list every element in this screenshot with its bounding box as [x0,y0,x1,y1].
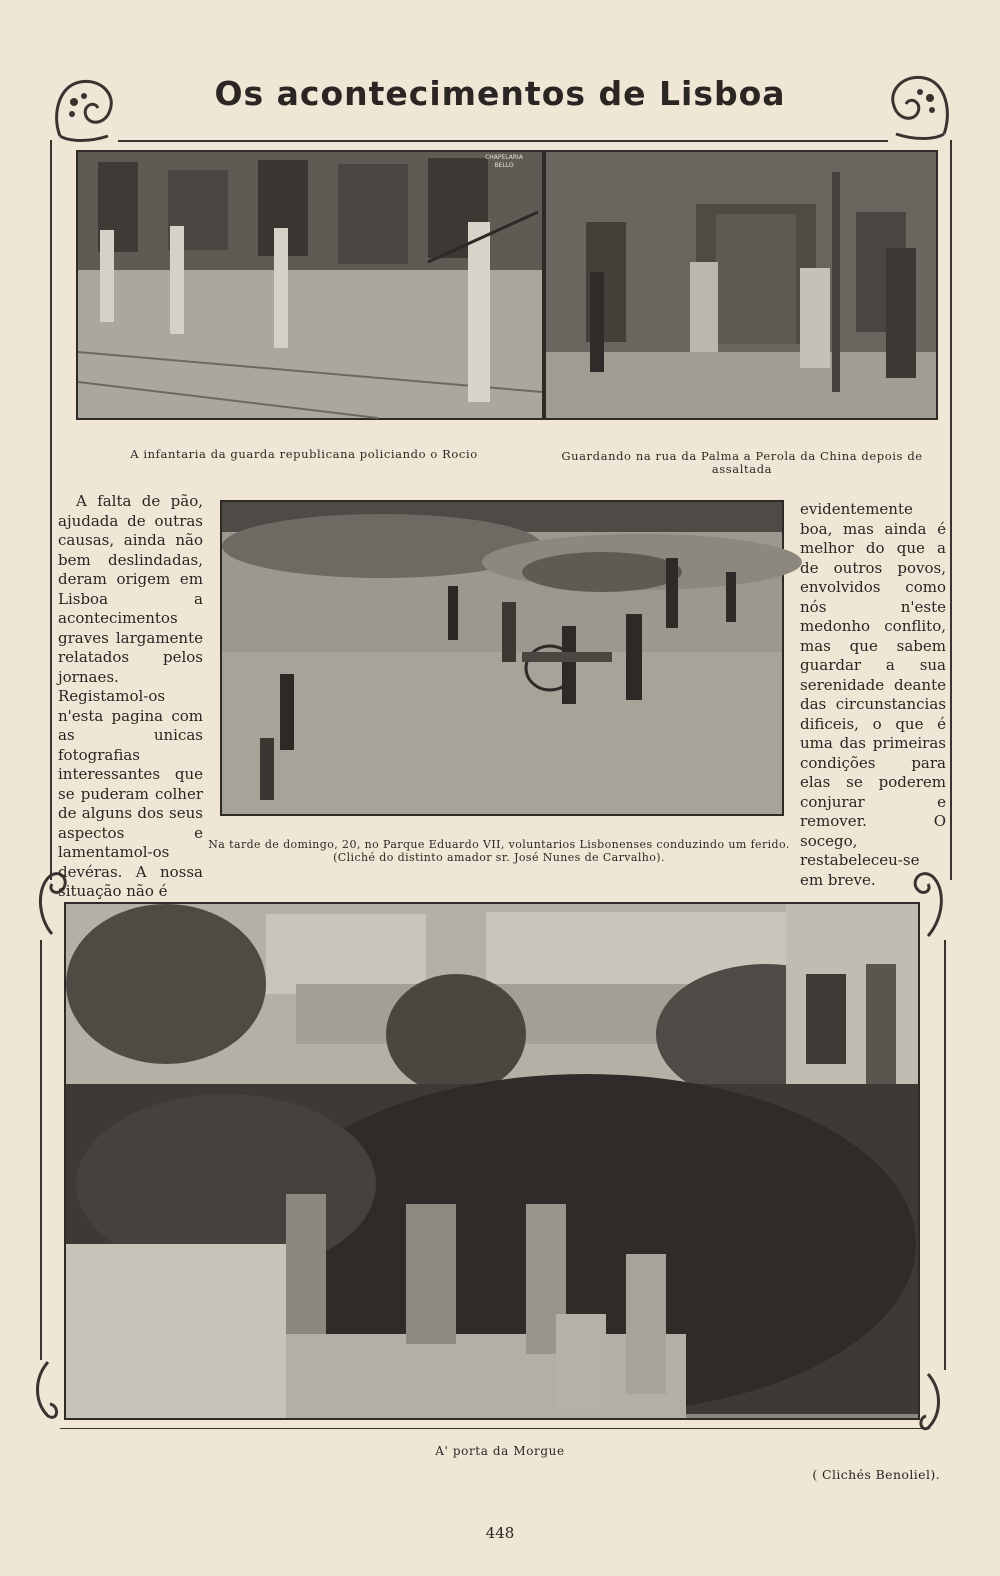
shop-sign-line-1: CHAPELARIA [485,154,523,161]
photo-credit: ( Clichés Benoliel). [812,1467,940,1482]
frame-rule-left-lower [40,940,42,1360]
photo-parque-eduardo-vii [220,500,784,816]
photo-morgue-crowd [64,902,920,1420]
photo-perola-da-china [544,150,938,420]
corner-ornament-top-left [50,76,120,148]
article-left-column [58,492,203,900]
shop-sign-line-2: BELLO [494,162,514,169]
shop-sign [480,154,528,170]
article-right-text: evidentemente boa, mas ainda é melhor do que a de outros povos, envolvidos como nós n'este medonho conflito, mas que sabem guardar a sua serenidade deante das circunstancias dificeis, o que é uma das primeiras condições para elas se poderem conjurar e remover. O socego, restabeleceu-se em breve. [800,500,946,889]
caption-top-right: Guardando na rua da Palma a Perola da China depois de assaltada [561,449,923,476]
caption-top-left: A infantaria da guarda republicana policiando o Rocio [130,447,478,461]
frame-rule-right-upper [950,140,952,880]
corner-ornament-bottom-right [918,1370,946,1432]
article-left-text: A falta de pão, ajudada de outras causas, ainda não bem deslindadas, deram origem em Lisboa a acontecimentos graves largamente relatados pelos jornaes. Registamol-os n'esta pagina com as unicas fotografias interessantes que se puderam colher de alguns dos seus aspectos e lamentamol-os devéras. A nossa situação não é [58,492,203,900]
frame-rule-left-upper [50,140,52,880]
frame-rule-right-lower [944,940,946,1370]
page-number: 448 [485,1524,515,1542]
frame-rule-top [118,140,888,142]
photo-guard-infantry [76,150,544,420]
caption-middle: Na tarde de domingo, 20, no Parque Eduardo VII, voluntarios Lisbonenses conduzindo um ferido. (Cliché do distinto amador sr. José Nunes de Carvalho). [208,838,790,864]
corner-ornament-bottom-left [30,1358,62,1422]
frame-rule-bottom [60,1428,930,1429]
article-right-column [800,500,946,889]
page-title: Os acontecimentos de Lisboa [214,74,786,113]
caption-bottom: A' porta da Morgue [435,1444,565,1458]
corner-ornament-top-right [884,72,954,144]
